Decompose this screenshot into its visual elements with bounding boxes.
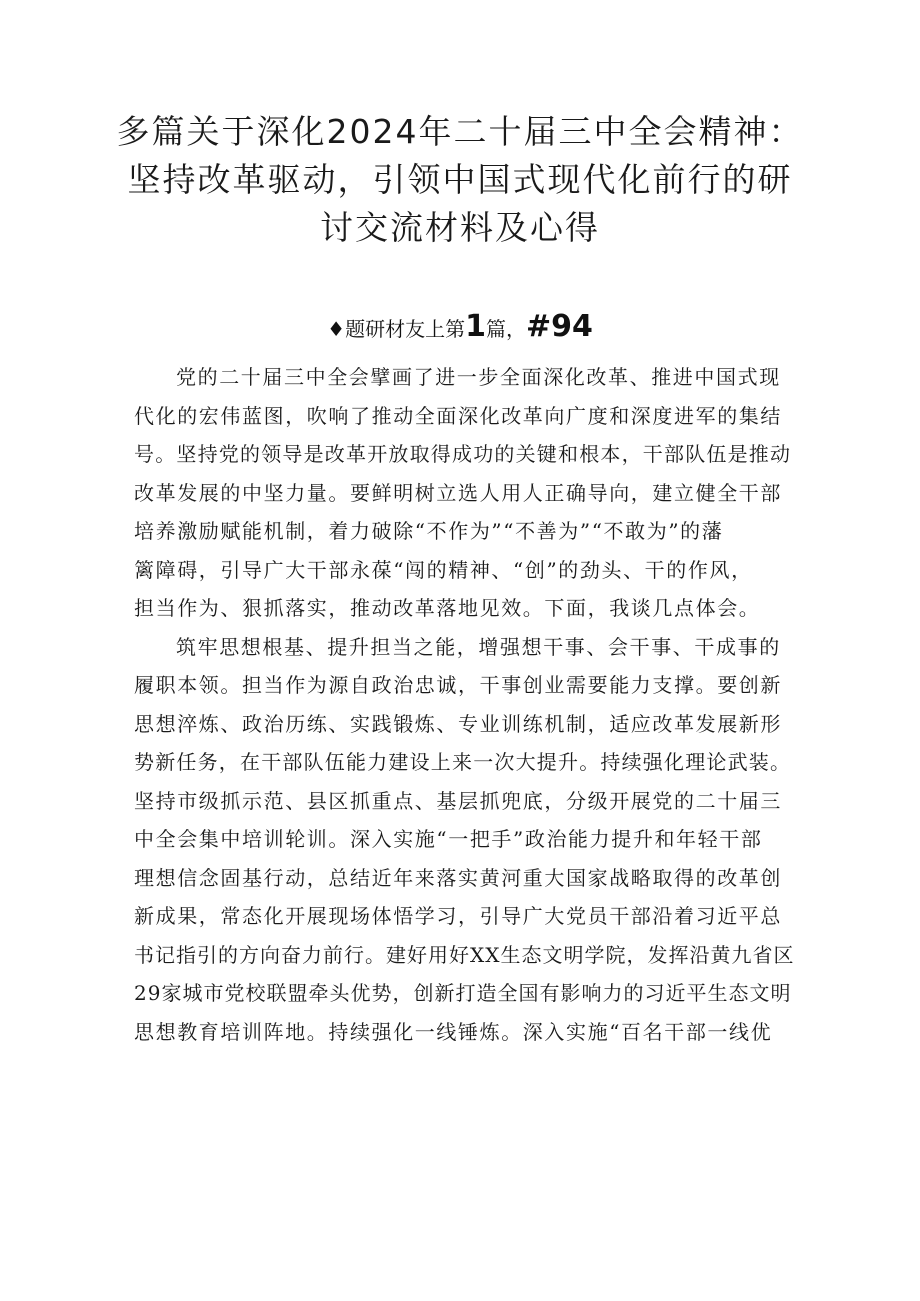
paragraph-2 <box>134 628 794 1052</box>
section-heading-suffix: 篇， <box>485 317 526 341</box>
paragraph-2-line: 思想教育培训阵地。持续强化一线锤炼。深入实施“百名干部一线优 <box>134 1019 773 1044</box>
paragraph-2-line: 势新任务，在干部队伍能力建设上来一次大提升。持续强化理论武装。 <box>134 750 792 774</box>
paragraph-2-line: 坚持市级抓示范、县区抓重点、基层抓兜底，分级开展党的二十届三 <box>134 788 782 813</box>
title-line-2: 坚持改革驱动，引领中国式现代化前行的研 <box>127 160 793 199</box>
paragraph-1-line: 党的二十届三中全会擘画了进一步全面深化改革、推进中国式现 <box>176 365 781 389</box>
paragraph-2-line: 书记指引的方向奋力前行。建好用好XX生态文明学院，发挥沿黄九省区 <box>134 942 795 967</box>
title-line-1: 多篇关于深化2024年二十届三中全会精神： <box>116 112 804 151</box>
paragraph-2-line: 履职本领。担当作为源自政治忠诚，干事创业需要能力支撑。要创新 <box>134 673 782 697</box>
paragraph-2-line: 29家城市党校联盟牵头优势，创新打造全国有影响力的习近平生态文明 <box>134 981 792 1005</box>
body-text <box>134 358 794 1051</box>
paragraph-2-line: 理想信念固基行动，总结近年来落实黄河重大国家战略取得的改革创 <box>134 865 782 890</box>
paragraph-1-line: 担当作为、狠抓落实，推动改革落地见效。下面，我谈几点体会。 <box>134 596 761 620</box>
paragraph-1-line: 号。坚持党的领导是改革开放取得成功的关键和根本，干部队伍是推动 <box>134 442 792 466</box>
section-heading-code: #94 <box>525 309 593 344</box>
paragraph-2-line: 新成果，常态化开展现场体悟学习，引导广大党员干部沿着习近平总 <box>134 904 782 928</box>
document-title <box>110 108 810 252</box>
paragraph-1 <box>134 358 794 628</box>
paragraph-2-line: 筑牢思想根基、提升担当之能，增强想干事、会干事、干成事的 <box>176 634 781 659</box>
paragraph-1-line: 培养激励赋能机制，着力破除“不作为”“不善为”“不敢为”的藩 <box>134 519 724 543</box>
section-heading <box>0 309 920 344</box>
title-line-3: 讨交流材料及心得 <box>320 208 600 247</box>
paragraph-1-line: 篱障碍，引导广大干部永葆“闯的精神、“创”的劲头、干的作风， <box>134 557 753 582</box>
paragraph-1-line: 代化的宏伟蓝图，吹响了推动全面深化改革向广度和深度进军的集结 <box>134 403 782 428</box>
section-heading-number: 1 <box>465 309 486 344</box>
paragraph-1-line: 改革发展的中坚力量。要鲜明树立选人用人正确导向，建立健全干部 <box>134 480 782 505</box>
section-heading-prefix: ♦题研材友上第 <box>327 317 466 341</box>
paragraph-2-line: 思想淬炼、政治历练、实践锻炼、专业训练机制，适应改革发展新形 <box>134 711 782 736</box>
paragraph-2-line: 中全会集中培训轮训。深入实施“一把手”政治能力提升和年轻干部 <box>134 827 763 851</box>
